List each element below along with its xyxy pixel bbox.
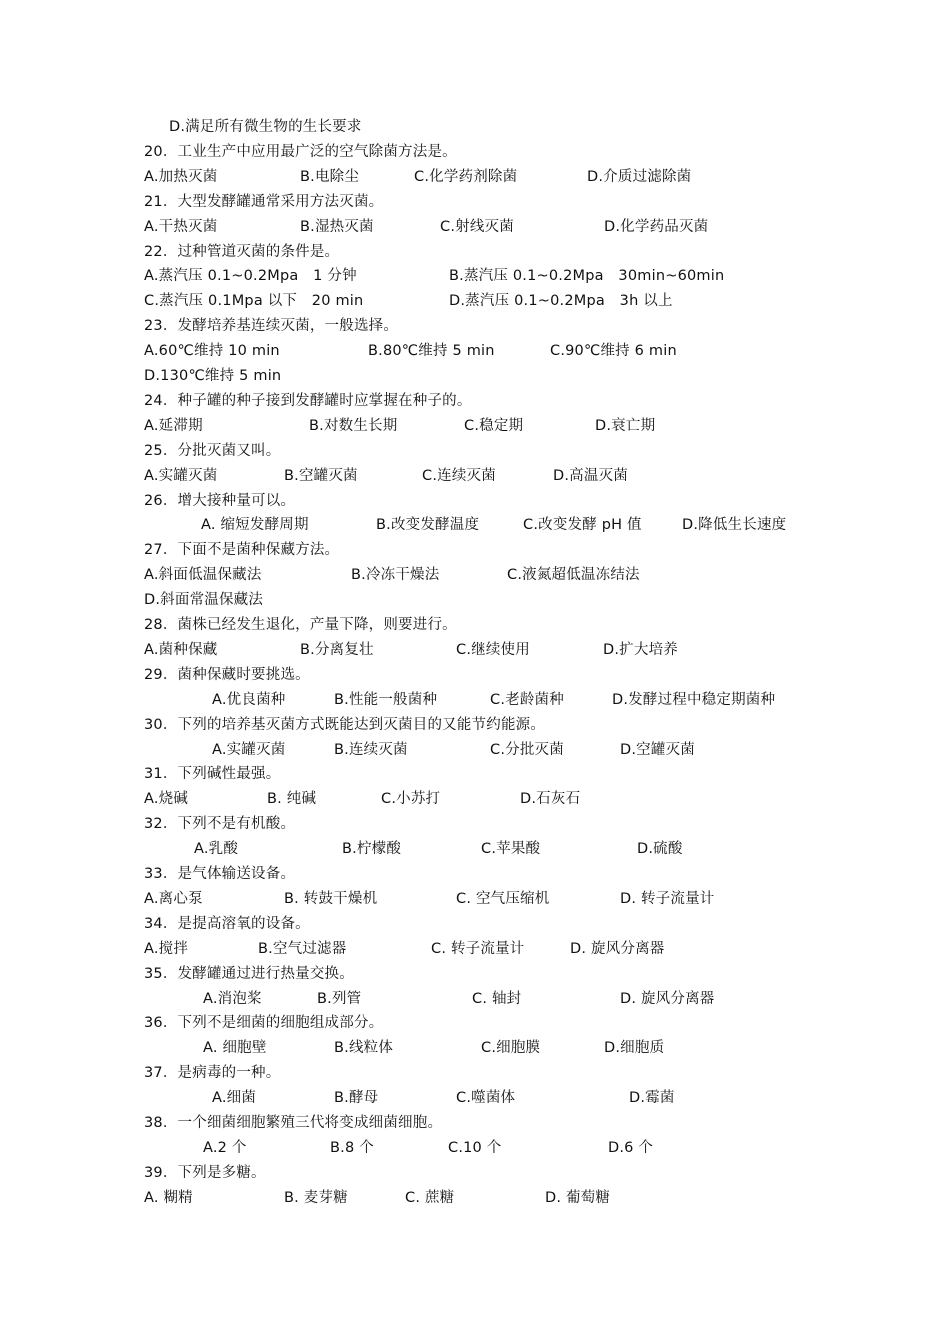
text-line xyxy=(0,1136,950,1161)
text-line xyxy=(0,464,950,489)
text-line xyxy=(0,937,950,962)
answer-option: A. 缩短发酵周期 xyxy=(201,517,309,534)
text-line xyxy=(0,688,950,713)
question-text: 36．下列不是细菌的细胞组成部分。 xyxy=(144,1015,384,1032)
answer-option: A.60℃维持 10 min xyxy=(144,343,280,360)
text-line xyxy=(0,762,950,787)
text-line xyxy=(0,713,950,738)
question-text: 37．是病毒的一种。 xyxy=(144,1065,281,1082)
text-line xyxy=(0,837,950,862)
answer-option: A.优良菌种 xyxy=(212,691,286,708)
answer-option: C.化学药剂除菌 xyxy=(414,168,518,185)
text-line xyxy=(0,513,950,538)
answer-option: B.对数生长期 xyxy=(309,417,398,434)
answer-option: A.菌种保藏 xyxy=(144,641,218,658)
text-line xyxy=(0,588,950,613)
text-line xyxy=(0,190,950,215)
answer-option: A.延滞期 xyxy=(144,417,203,434)
answer-option: A.2 个 xyxy=(203,1139,247,1156)
answer-option: C.射线灭菌 xyxy=(440,218,514,235)
text-line xyxy=(0,1186,950,1211)
question-text: 21．大型发酵罐通常采用方法灭菌。 xyxy=(144,193,384,210)
text-line xyxy=(0,887,950,912)
text-line xyxy=(0,1061,950,1086)
answer-option: A.烧碱 xyxy=(144,791,189,808)
answer-option: B.线粒体 xyxy=(334,1040,394,1057)
question-text: 35．发酵罐通过进行热量交换。 xyxy=(144,965,354,982)
answer-option: B.80℃维持 5 min xyxy=(368,343,495,360)
answer-option: A.加热灭菌 xyxy=(144,168,218,185)
answer-option: A.搅拌 xyxy=(144,940,189,957)
answer-option: C. 转子流量计 xyxy=(431,940,525,957)
answer-option: C. 空气压缩机 xyxy=(456,890,550,907)
text-line xyxy=(0,1036,950,1061)
answer-option: A.蒸汽压 0.1~0.2Mpa 1 分钟 xyxy=(144,268,357,285)
answer-option: B.空罐灭菌 xyxy=(284,467,358,484)
answer-option: D. 转子流量计 xyxy=(620,890,715,907)
answer-option: D.细胞质 xyxy=(604,1040,665,1057)
answer-option: B. 转鼓干燥机 xyxy=(284,890,378,907)
text-line xyxy=(0,414,950,439)
answer-option: D.6 个 xyxy=(608,1139,654,1156)
answer-option: C.噬菌体 xyxy=(456,1090,516,1107)
text-line xyxy=(0,538,950,563)
text-line xyxy=(0,289,950,314)
answer-option: C.90℃维持 6 min xyxy=(550,343,677,360)
answer-option: D.霉菌 xyxy=(629,1090,675,1107)
answer-option: D.发酵过程中稳定期菌种 xyxy=(612,691,776,708)
question-text: 22．过种管道灭菌的条件是。 xyxy=(144,243,340,260)
answer-option: B.酵母 xyxy=(334,1090,379,1107)
answer-option: B.列管 xyxy=(317,990,362,1007)
answer-option: C.改变发酵 pH 值 xyxy=(523,517,642,534)
question-text: 39．下列是多糖。 xyxy=(144,1164,266,1181)
answer-option: B.空气过滤器 xyxy=(258,940,347,957)
answer-option: D.空罐灭菌 xyxy=(620,741,695,758)
answer-option: C.液氮超低温冻结法 xyxy=(507,567,640,584)
answer-option: A.离心泵 xyxy=(144,890,203,907)
text-line xyxy=(0,563,950,588)
question-text: D.斜面常温保藏法 xyxy=(144,592,264,609)
answer-option: D.硫酸 xyxy=(637,841,683,858)
answer-option: A.实罐灭菌 xyxy=(212,741,286,758)
answer-option: C.小苏打 xyxy=(381,791,441,808)
answer-option: D.衰亡期 xyxy=(595,417,656,434)
answer-option: A.斜面低温保藏法 xyxy=(144,567,262,584)
text-line xyxy=(0,439,950,464)
answer-option: D.扩大培养 xyxy=(603,641,678,658)
text-line xyxy=(0,738,950,763)
answer-option: C.老龄菌种 xyxy=(490,691,564,708)
answer-option: D.化学药品灭菌 xyxy=(604,218,709,235)
text-line xyxy=(0,264,950,289)
answer-option: D. 旋风分离器 xyxy=(620,990,715,1007)
answer-option: B.分离复壮 xyxy=(300,641,374,658)
answer-option: C.10 个 xyxy=(448,1139,502,1156)
text-line xyxy=(0,364,950,389)
answer-option: A.消泡桨 xyxy=(203,990,262,1007)
text-line xyxy=(0,240,950,265)
question-text: 26．增大接种量可以。 xyxy=(144,492,296,509)
answer-option: C.稳定期 xyxy=(464,417,524,434)
answer-option: D.降低生长速度 xyxy=(682,517,787,534)
question-text: 24．种子罐的种子接到发酵罐时应掌握在种子的。 xyxy=(144,392,472,409)
answer-option: B.改变发酵温度 xyxy=(376,517,480,534)
text-line xyxy=(0,165,950,190)
answer-option: B.柠檬酸 xyxy=(342,841,402,858)
answer-option: B.湿热灭菌 xyxy=(300,218,374,235)
answer-option: A.乳酸 xyxy=(194,841,239,858)
answer-option: D. 旋风分离器 xyxy=(570,940,665,957)
answer-option: A.细菌 xyxy=(212,1090,257,1107)
text-line xyxy=(0,489,950,514)
question-text: 34．是提高溶氧的设备。 xyxy=(144,915,310,932)
question-text: D.130℃维持 5 min xyxy=(144,368,282,384)
text-line xyxy=(0,787,950,812)
question-text: 25．分批灭菌又叫。 xyxy=(144,442,281,459)
answer-option: A.干热灭菌 xyxy=(144,218,218,235)
text-line xyxy=(0,613,950,638)
text-line xyxy=(0,389,950,414)
answer-option: B. 麦芽糖 xyxy=(284,1189,348,1206)
text-line xyxy=(0,215,950,240)
question-text: 33．是气体输送设备。 xyxy=(144,866,296,882)
question-text: 38．一个细菌细胞繁殖三代将变成细菌细胞。 xyxy=(144,1115,443,1131)
answer-option: D.蒸汽压 0.1~0.2Mpa 3h 以上 xyxy=(449,293,673,310)
text-line xyxy=(0,812,950,837)
answer-option: A.实罐灭菌 xyxy=(144,467,218,484)
answer-option: B.性能一般菌种 xyxy=(334,691,438,708)
answer-option: B.连续灭菌 xyxy=(334,741,408,758)
text-line xyxy=(0,912,950,937)
answer-option: C.细胞膜 xyxy=(481,1040,541,1057)
answer-option: C. 蔗糖 xyxy=(405,1189,455,1206)
text-line xyxy=(0,663,950,688)
question-text: 23．发酵培养基连续灭菌，一般选择。 xyxy=(144,318,399,335)
answer-option: B.蒸汽压 0.1~0.2Mpa 30min~60min xyxy=(449,268,725,285)
answer-option: C.继续使用 xyxy=(456,641,530,658)
text-line xyxy=(0,638,950,663)
answer-option: A. 糊精 xyxy=(144,1189,193,1206)
answer-option: D.高温灭菌 xyxy=(553,467,628,484)
text-line xyxy=(0,339,950,364)
question-text: 20．工业生产中应用最广泛的空气除菌方法是。 xyxy=(144,143,457,160)
text-line xyxy=(0,115,950,140)
text-line xyxy=(0,862,950,887)
answer-option: C.连续灭菌 xyxy=(422,467,496,484)
answer-option: C. 轴封 xyxy=(472,990,522,1007)
answer-option: C.分批灭菌 xyxy=(490,741,564,758)
question-text: D.满足所有微生物的生长要求 xyxy=(169,119,362,135)
text-line xyxy=(0,1161,950,1186)
text-line xyxy=(0,962,950,987)
answer-option: D. 葡萄糖 xyxy=(545,1189,611,1206)
text-line xyxy=(0,1086,950,1111)
text-line xyxy=(0,140,950,165)
answer-option: D.石灰石 xyxy=(520,791,581,808)
text-line xyxy=(0,1111,950,1136)
answer-option: B.电除尘 xyxy=(300,168,360,185)
answer-option: B.8 个 xyxy=(330,1139,374,1156)
text-line xyxy=(0,314,950,339)
question-text: 31．下列碱性最强。 xyxy=(144,766,281,783)
answer-option: B.冷冻干燥法 xyxy=(351,567,440,584)
answer-option: C.苹果酸 xyxy=(481,841,541,858)
question-text: 32．下列不是有机酸。 xyxy=(144,816,296,833)
text-line xyxy=(0,1011,950,1036)
answer-option: B. 纯碱 xyxy=(267,791,317,808)
question-text: 30．下列的培养基灭菌方式既能达到灭菌目的又能节约能源。 xyxy=(144,716,546,733)
answer-option: A. 细胞壁 xyxy=(203,1040,267,1057)
question-text: 29．菌种保藏时要挑选。 xyxy=(144,666,310,683)
text-line xyxy=(0,987,950,1012)
answer-option: C.蒸汽压 0.1Mpa 以下 20 min xyxy=(144,293,364,310)
question-text: 27．下面不是菌种保藏方法。 xyxy=(144,542,340,559)
question-text: 28．菌株已经发生退化，产量下降，则要进行。 xyxy=(144,617,457,633)
answer-option: D.介质过滤除菌 xyxy=(587,168,692,185)
